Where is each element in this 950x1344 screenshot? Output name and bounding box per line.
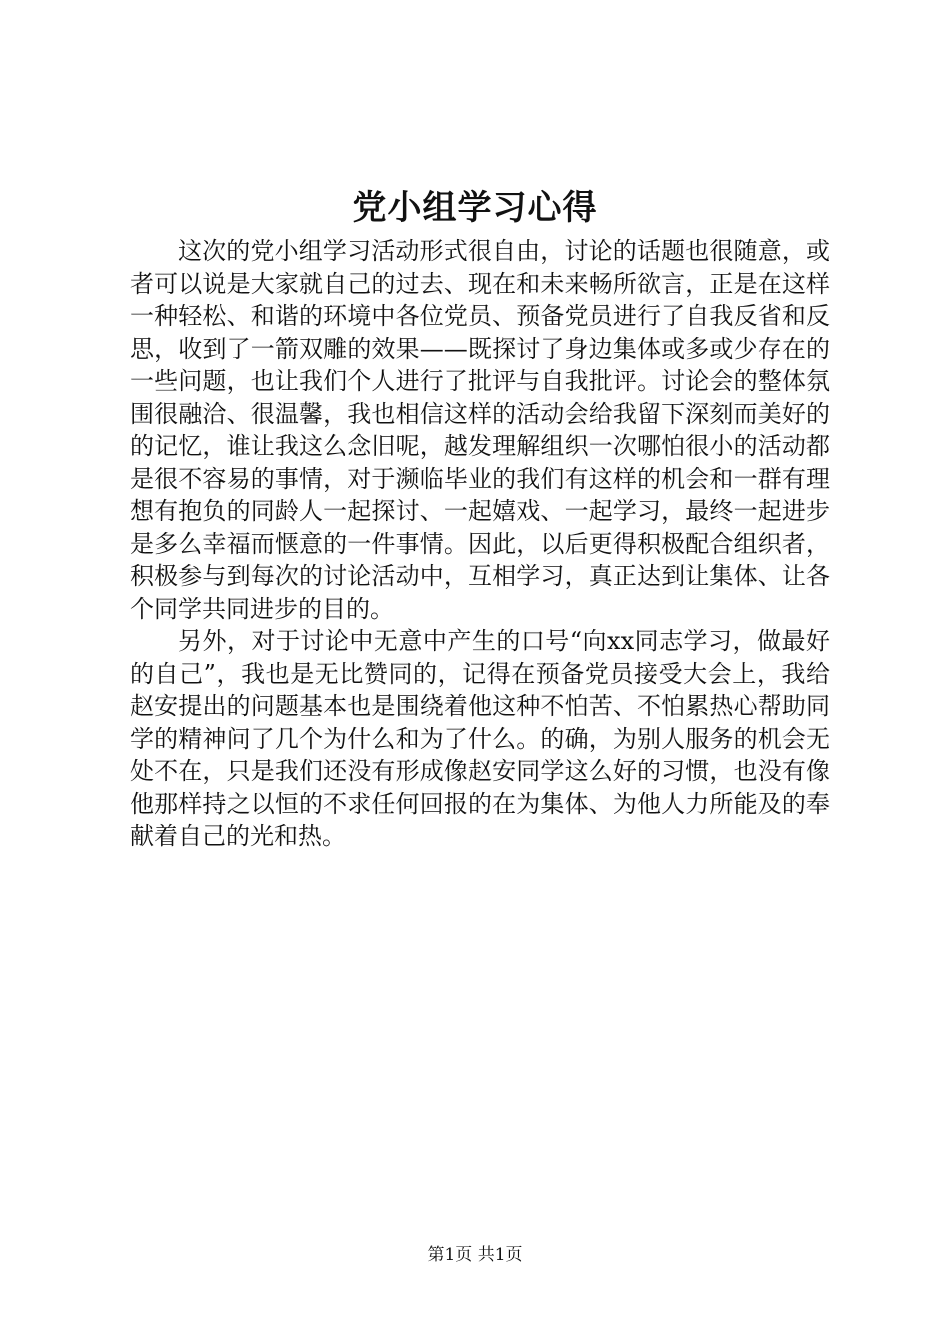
document-title: 党小组学习心得 [352, 188, 598, 228]
paragraph-2: 另外，对于讨论中无意中产生的口号“向xx同志学习，做最好的自己”，我也是无比赞同的，记得在预备党员接受大会上，我给赵安提出的问题基本也是围绕着他这种不怕苦、不怕累热心帮助同学的精神问了几个为什么和为了什么。的确，为别人服务的机会无处不在，只是我们还没有形成像赵安同学这么好的习惯，也没有像他那样持之以恒的不求任何回报的在为集体、为他人力所能及的奉献着自己的光和热。 [130, 627, 830, 850]
paragraph-1: 这次的党小组学习活动形式很自由，讨论的话题也很随意，或者可以说是大家就自己的过去、现在和未来畅所欲言，正是在这样一种轻松、和谐的环境中各位党员、预备党员进行了自我反省和反思，收到了一箭双雕的效果——既探讨了身边集体或多或少存在的一些问题，也让我们个人进行了批评与自我批评。讨论会的整体氛围很融洽、很温馨，我也相信这样的活动会给我留下深刻而美好的的记忆，谁让我这么念旧呢，越发理解组织一次哪怕很小的活动都是很不容易的事情，对于濒临毕业的我们有这样的机会和一群有理想有抱负的同龄人一起探讨、一起嬉戏、一起学习，最终一起进步是多么幸福而惬意的一件事情。因此，以后更得积极配合组织者，积极参与到每次的讨论活动中，互相学习，真正达到让集体、让各个同学共同进步的目的。 [130, 237, 830, 623]
document-body [130, 235, 830, 853]
page-footer: 第1页 共1页 [427, 1245, 523, 1265]
